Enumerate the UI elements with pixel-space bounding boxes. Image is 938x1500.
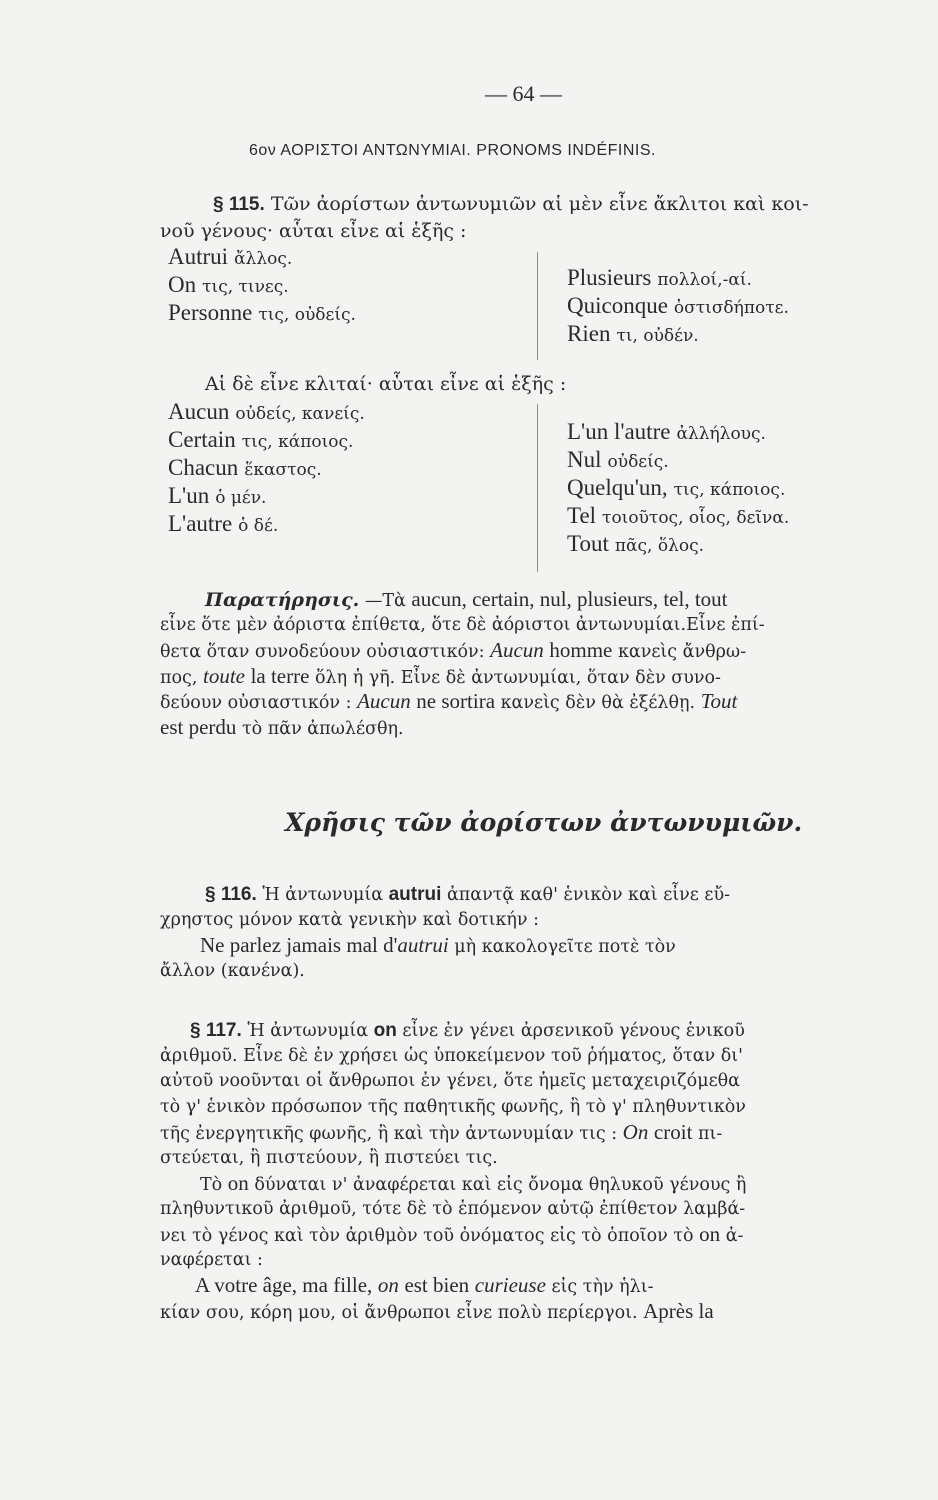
table-row: L'un ὁ μέν. — [168, 483, 267, 508]
table-row: Personne τις, οὐδείς. — [168, 300, 356, 325]
indeclinable-right-column — [567, 264, 789, 348]
s115-number: § 115. — [213, 194, 265, 215]
declinable-left-column — [168, 398, 365, 538]
table-row: Quelqu'un, τις, κάποιος. — [567, 475, 786, 500]
table-row: Tout πᾶς, ὅλος. — [567, 531, 704, 556]
s117-number: § 117. — [190, 1020, 242, 1041]
remark-heading: Παρατήρησις. — [205, 589, 360, 611]
table-row: Plusieurs πολλοί,-αί. — [567, 265, 752, 290]
table-row: Rien τι, οὐδέν. — [567, 321, 699, 346]
chapter-heading: 6ον ΑΟΡΙΣΤΟΙ ΑΝΤΩΝΥΜΙΑΙ. PRONOMS INDÉFINIS. — [249, 142, 656, 159]
table-row: L'autre ὁ δέ. — [168, 511, 279, 536]
s115-line2: νοῦ γένους· αὗται εἶνε αἱ ἑξῆς : — [160, 220, 467, 242]
remark-paragraph: Παρατήρησις. —Τὰ aucun, certain, nul, plusieurs, tel, tout εἶνε ὅτε μὲν ἀόριστα ἐπίθετα, ὅτε δὲ ἀόριστοι ἀντωνυμίαι.Εἶνε ἐπί- θετα ὅταν συνοδεύουν οὐσιαστικόν: Aucun homme κανεὶς ἄνθρω- πος, toute la terre ὅλη ἡ γῆ. Εἶνε δὲ ἀντωνυμίαι, ὅταν δὲν συνο- δεύουν οὐσιαστικόν : Aucun ne sortira κανεὶς δὲν θὰ ἐξέλθῃ. Tout est perdu τὸ πᾶν ἀπωλέσθη. — [160, 587, 765, 739]
declinable-intro: Αἱ δὲ εἶνε κλιταί· αὗται εἶνε αἱ ἑξῆς : — [205, 373, 567, 395]
s115-line1 — [213, 192, 809, 217]
page-number: — 64 — — [485, 81, 562, 106]
table-row: On τις, τινες. — [168, 272, 289, 297]
declinable-right-column — [567, 418, 789, 558]
column-divider — [537, 252, 538, 360]
usage-section-title: Χρῆσις τῶν ἀορίστων ἀντωνυμιῶν. — [285, 808, 803, 837]
table-row: Aucun οὐδείς, κανείς. — [168, 399, 365, 424]
table-row: Quiconque ὁστισδήποτε. — [567, 293, 789, 318]
column-divider — [537, 404, 538, 572]
table-row: L'un l'autre ἀλλήλους. — [567, 419, 766, 444]
s115-text1: Τῶν ἀορίστων ἀντωνυμιῶν αἱ μὲν εἶνε ἄκλιτοι καὶ κοι- — [270, 193, 809, 215]
table-row: Tel τοιοῦτος, οἷος, δεῖνα. — [567, 503, 790, 528]
table-row: Certain τις, κάποιος. — [168, 427, 354, 452]
s116-number: § 116. — [205, 884, 257, 905]
s116-paragraph: § 116. Ἡ ἀντωνυμία autrui ἀπαντᾷ καθ' ἑνικὸν καὶ εἶνε εὔ- χρηστος μόνον κατὰ γενικὴν καὶ δοτικήν : Ne parlez jamais mal d'autrui μὴ κακολογεῖτε ποτὲ τὸν ἄλλον (κανένα). — [160, 884, 731, 981]
table-row: Nul οὐδείς. — [567, 447, 669, 472]
s117-paragraph: § 117. Ἡ ἀντωνυμία on εἶνε ἐν γένει ἀρσενικοῦ γένους ἑνικοῦ ἀριθμοῦ. Εἶνε δὲ ἐν χρήσει ὡς ὑποκείμενον τοῦ ῥήματος, ὅταν δι' αὐτοῦ νοοῦνται οἱ ἄνθρωποι ἐν γένει, ὅτε ἡμεῖς μεταχειριζόμεθα τὸ γ' ἑνικὸν πρόσωπον τῆς παθητικῆς φωνῆς, ἢ τὸ γ' πληθυντικὸν τῆς ἐνεργητικῆς φωνῆς, ἢ καὶ τὴν ἀντωνυμίαν τις : On croit πι- στεύεται, ἢ πιστεύουν, ἢ πιστεύει τις. Τὸ on δύναται ν' ἀναφέρεται καὶ εἰς ὄνομα θηλυκοῦ γένους ἢ πληθυντικοῦ ἀριθμοῦ, τότε δὲ τὸ ἑπόμενον αὐτῷ ἐπίθετον λαμβά- νει τὸ γένος καὶ τὸν ἀριθμὸν τοῦ ὀνόματος εἰς τὸ ὁποῖον τὸ on ἀ- ναφέρεται : A votre âge, ma fille, on est bien curieuse εἰς τὴν ἡλι- κίαν σου, κόρη μου, οἱ ἄνθρωποι εἶνε πολὺ περίεργοι. Après la — [160, 1020, 747, 1323]
table-row: Chacun ἕκαστος. — [168, 455, 322, 480]
indeclinable-left-column — [168, 243, 356, 327]
table-row: Autrui ἄλλος. — [168, 244, 293, 269]
